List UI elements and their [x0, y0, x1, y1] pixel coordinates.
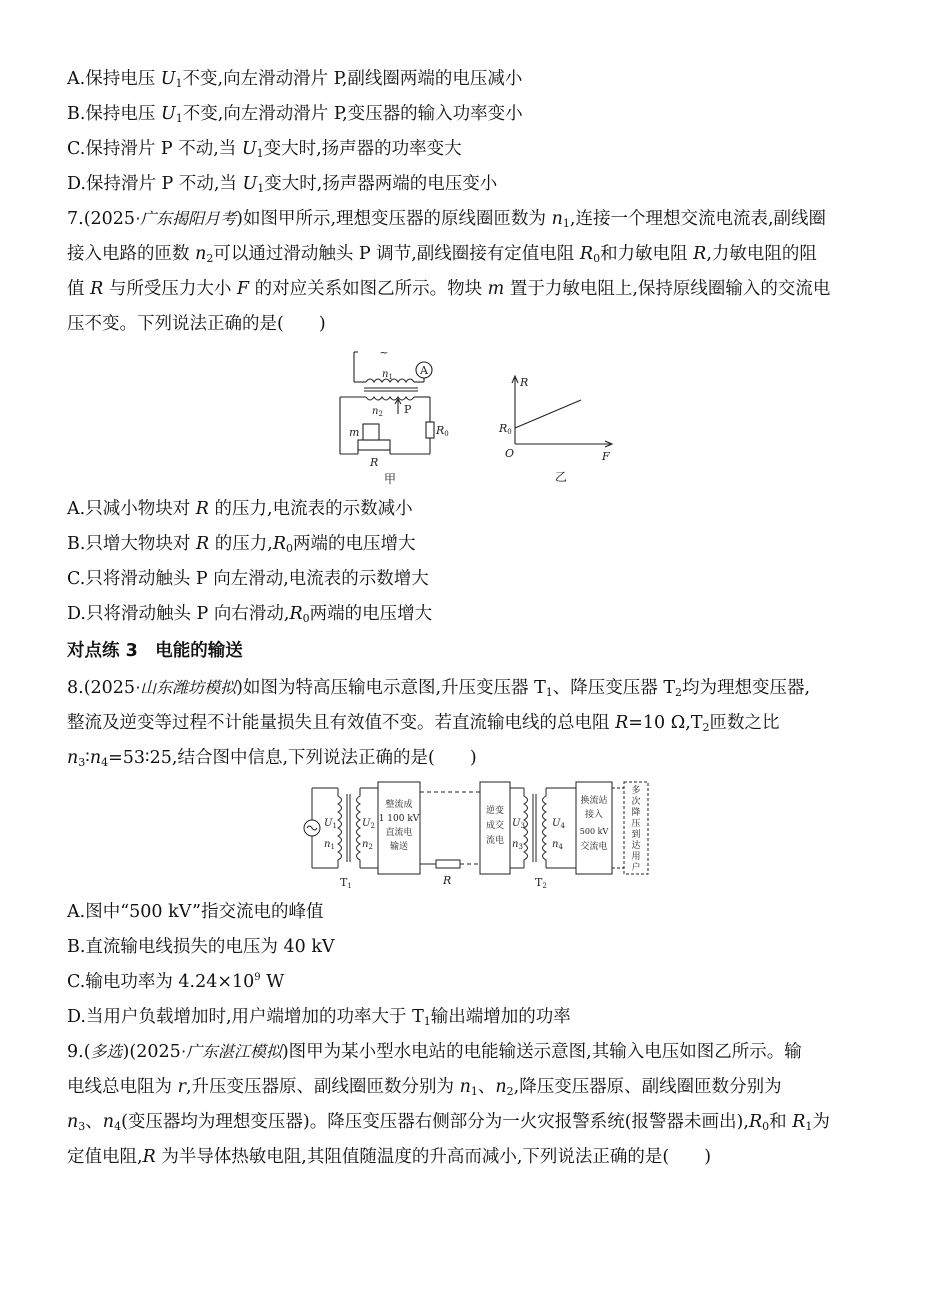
- q7-option-b: B.只增大物块对 R 的压力$,R_0$两端的电压增大: [67, 534, 416, 555]
- inverter-text-2: 成交: [485, 821, 505, 831]
- r-label: R: [370, 456, 379, 469]
- r-vs-f-line: [515, 400, 581, 428]
- u2-label: $U_2$: [362, 818, 375, 830]
- user-text-1: 多: [631, 786, 641, 796]
- t1-primary-coil: [338, 788, 342, 868]
- q7-stem-line2: 接入电路的匝数 $n_2$可以通过滑动触头 P 调节,副线圈接有定值电阻 $R_0$和力敏电阻 R,力敏电阻的阻: [67, 244, 817, 265]
- q6-option-b: B.保持电压 $U_1$不变,向左滑动滑片 P,变压器的输入功率变小: [67, 104, 523, 125]
- origin-label: O: [505, 447, 515, 460]
- u4-label: $U_4$: [552, 818, 565, 830]
- q7-option-c: C.只将滑动触头 P 向左滑动,电流表的示数增大: [67, 569, 429, 589]
- section-heading: 对点练 3 电能的输送: [67, 641, 243, 661]
- slider-p-label: P: [404, 403, 412, 416]
- q6-option-a: A.保持电压 $U_1$不变,向左滑动滑片 P,副线圈两端的电压减小: [67, 69, 523, 90]
- q7-option-d: D.只将滑动触头 P 向右滑动$,R_0$两端的电压增大: [67, 604, 433, 625]
- rectifier-text-2: 1 100 kV: [378, 814, 420, 824]
- q8-stem-line3: $n_3∶n_4=53∶25$,结合图中信息,下列说法正确的是( ): [67, 748, 477, 769]
- q9-stem-line4: 定值电阻,R 为半导体热敏电阻,其阻值随温度的升高而减小,下列说法正确的是( ): [67, 1147, 712, 1167]
- ammeter-label: A: [420, 364, 428, 377]
- t2-secondary-coil: [543, 788, 547, 868]
- inverter-text-1: 逆变: [485, 806, 505, 816]
- t1-secondary-coil: [357, 788, 361, 868]
- q7-option-a: A.只减小物块对 R 的压力,电流表的示数减小: [67, 499, 413, 519]
- n2-label: $n_2$: [372, 406, 383, 418]
- source-symbol: ~: [379, 346, 389, 359]
- user-text-8: 户: [631, 863, 641, 873]
- rectifier-text-4: 输送: [389, 842, 409, 852]
- n4-label: $n_4$: [552, 839, 563, 851]
- q9-stem-line2: 电线总电阻为 r,升压变压器原、副线圈匝数分别为 $n_1$、$n_2$,降压变压器原、副线圈匝数分别为: [67, 1077, 782, 1098]
- user-text-5: 到: [631, 830, 641, 840]
- n2-label: $n_2$: [362, 839, 373, 851]
- q6-option-c: C.保持滑片 P 不动,当 $U_1$变大时,扬声器的功率变大: [67, 139, 462, 160]
- q8-transmission-diagram: [300, 780, 655, 895]
- block-m-label: m: [349, 426, 360, 439]
- rectifier-text-1: 整流成: [385, 800, 413, 810]
- q9-stem-line1: 9.(多选)(2025·广东湛江模拟)图甲为某小型水电站的电能输送示意图,其输入电压如图乙所示。输: [67, 1042, 802, 1062]
- f-axis-label: F: [602, 450, 610, 463]
- user-text-7: 用: [631, 852, 641, 862]
- t1-label: T1: [340, 876, 352, 890]
- q7-graph-yi: [495, 370, 620, 487]
- n3-label: $n_3$: [512, 839, 523, 851]
- q7-stem-line1: 7.(2025·广东揭阳月考)如图甲所示,理想变压器的原线圈匝数为 $n_1$,连接一个理想交流电流表,副线圈: [67, 209, 827, 230]
- q9-stem-line3: $n_3$、$n_4$(变压器均为理想变压器)。降压变压器右侧部分为一火灾报警系统(报警器未画出)$,R_0$和 $R_1$为: [67, 1112, 830, 1133]
- q7-circuit-diagram-jia: [330, 342, 460, 487]
- q8-option-c: C.输电功率为 $4.24\times 10^9$ W: [67, 972, 285, 992]
- q6-option-d: D.保持滑片 P 不动,当 $U_1$变大时,扬声器两端的电压变小: [67, 174, 498, 195]
- n1-label: $n_1$: [382, 369, 393, 381]
- q7-stem-line4: 压不变。下列说法正确的是( ): [67, 314, 326, 334]
- inverter-text-3: 流电: [485, 836, 505, 846]
- user-text-4: 压: [631, 819, 641, 829]
- r-axis-label: R: [520, 376, 529, 389]
- q7-stem-line3: 值 R 与所受压力大小 F 的对应关系如图乙所示。物块 m 置于力敏电阻上,保持原线圈输入的交流电: [67, 279, 831, 299]
- user-text-2: 次: [631, 797, 641, 807]
- station-text-4: 交流电: [580, 842, 608, 852]
- q8-stem-line2: 整流及逆变等过程不计能量损失且有效值不变。若直流输电线的总电阻 R=10 $\Omega,T_2$匝数之比: [67, 713, 780, 734]
- n1-label: $n_1$: [324, 839, 335, 851]
- q8-option-b: B.直流输电线损失的电压为 40 kV: [67, 937, 335, 957]
- r0-label: R0: [436, 424, 449, 438]
- t2-label: T2: [535, 876, 547, 890]
- q8-stem-line1: 8.(2025·山东潍坊模拟)如图为特高压输电示意图,升压变压器 $T_1$、降压变压器 $T_2$均为理想变压器,: [67, 678, 811, 699]
- q8-option-a: A.图中“500 kV”指交流电的峰值: [67, 902, 324, 922]
- figure-caption-jia: 甲: [384, 472, 397, 486]
- user-text-3: 降: [631, 808, 641, 818]
- r0-intercept-label: R0: [499, 422, 512, 436]
- u3-label: $U_3$: [512, 818, 525, 830]
- u1-label: $U_1$: [324, 818, 337, 830]
- dc-line-resistor: [436, 860, 460, 868]
- r-label: R: [443, 874, 452, 887]
- rectifier-text-3: 直流电: [385, 828, 413, 838]
- q8-option-d: D.当用户负载增加时,用户端增加的功率大于 $T_1$输出端增加的功率: [67, 1007, 571, 1028]
- station-text-2: 接入: [584, 810, 604, 820]
- station-text-3: 500 kV: [579, 827, 609, 836]
- station-text-1: 换流站: [580, 796, 608, 806]
- user-text-6: 达: [631, 841, 641, 851]
- figure-caption-yi: 乙: [555, 470, 568, 484]
